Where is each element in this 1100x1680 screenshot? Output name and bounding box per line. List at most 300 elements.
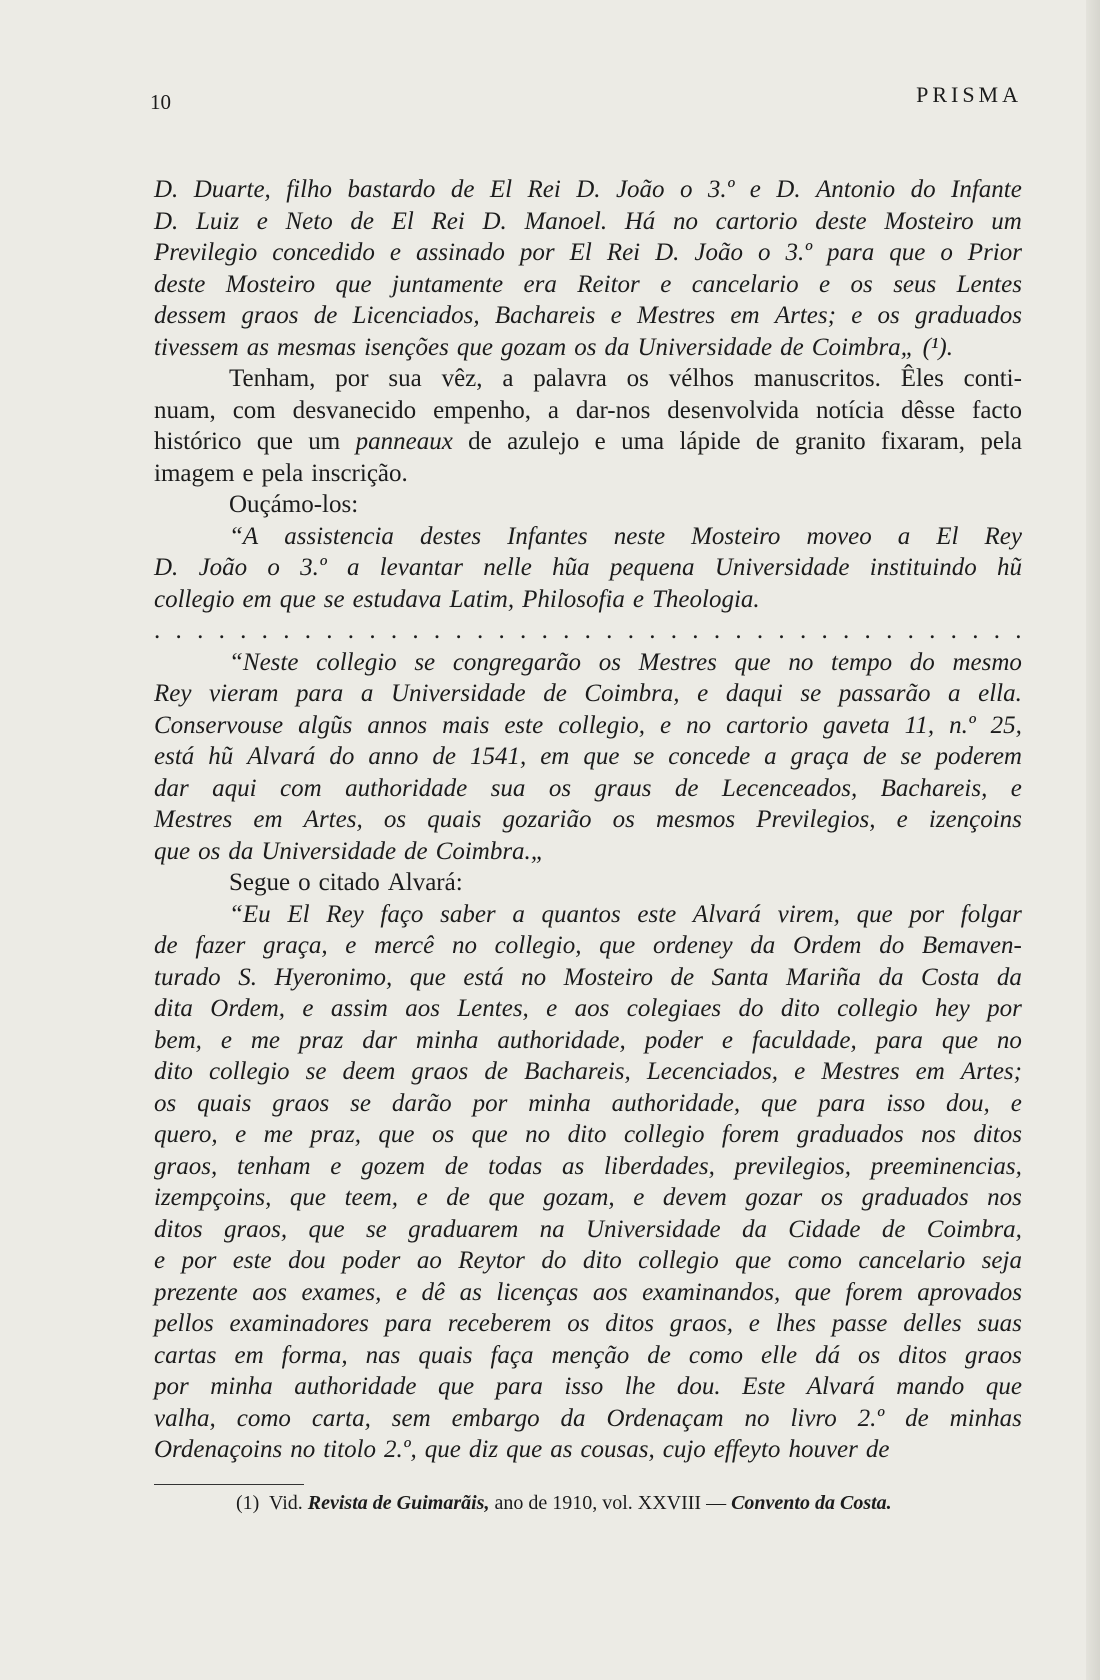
paragraph (154, 647, 1022, 868)
word: por (987, 995, 1022, 1022)
word: de (905, 1404, 929, 1432)
word: que (471, 1121, 508, 1148)
word: 11, (904, 711, 935, 739)
word: como (787, 1247, 842, 1274)
paragraph (154, 867, 1022, 899)
word: Previlegios, (756, 806, 876, 833)
word: de (468, 428, 492, 455)
word: e (660, 270, 672, 298)
word: panneaux (355, 428, 453, 455)
word: está (463, 963, 504, 991)
word: que (856, 900, 893, 928)
word: na (539, 1215, 565, 1243)
word: para (495, 1373, 543, 1400)
word: que (488, 1184, 525, 1211)
word: de (432, 743, 456, 770)
word: El (287, 900, 310, 928)
word: . (326, 617, 333, 644)
word: . (606, 617, 613, 644)
word: para (875, 1026, 923, 1054)
word: no (521, 963, 547, 991)
word: sua (388, 365, 422, 392)
word: congregarão (452, 648, 582, 676)
word: com (280, 774, 322, 802)
word: do (329, 743, 355, 770)
word: . (390, 617, 398, 644)
word: Hyeronimo, (274, 963, 393, 991)
word: dessem (154, 302, 227, 329)
text-line (154, 836, 1022, 868)
text-line (154, 174, 1022, 206)
text-line (154, 647, 1022, 679)
word: Mosteiro (884, 207, 974, 235)
word: de (313, 302, 338, 329)
word: authoridade (294, 1373, 417, 1400)
word: ditos (154, 1215, 203, 1243)
word: algũs (298, 711, 353, 739)
word: El (569, 239, 592, 266)
word: Theologia. (652, 585, 760, 613)
word: Alvará (806, 1373, 875, 1400)
footnote (236, 1492, 892, 1515)
word: Bachareis, (880, 774, 988, 802)
word: hey (935, 995, 970, 1022)
paragraph (154, 489, 1022, 521)
word: dê (421, 1278, 446, 1306)
word: que (154, 837, 191, 865)
word: de (450, 176, 475, 203)
text-line (154, 237, 1022, 269)
word: lhe (624, 1373, 656, 1400)
word: todas (488, 1152, 543, 1180)
footnote-rule (154, 1484, 304, 1485)
word: histórico (154, 428, 242, 455)
word: effeyto (713, 1436, 781, 1463)
word: a (764, 743, 777, 770)
word: hũa (552, 554, 590, 581)
word: Êles (900, 365, 944, 392)
word: Lentes, (457, 995, 529, 1022)
word: azulejo (507, 428, 580, 455)
word: . (735, 617, 742, 644)
text-line (154, 269, 1022, 301)
word: os (383, 806, 407, 833)
word: da (741, 1215, 767, 1243)
word: e (345, 932, 357, 959)
word: isenções (364, 333, 449, 361)
word: e (632, 585, 645, 613)
word: graos (272, 1089, 330, 1117)
word: Rey (984, 522, 1022, 550)
page-number: 10 (150, 90, 171, 114)
word: El (936, 522, 959, 550)
word: Universidade (714, 554, 850, 581)
word: gozam (500, 333, 567, 361)
word: por (472, 1089, 508, 1117)
word: . (261, 617, 268, 644)
text-line (154, 1025, 1022, 1057)
word: se (800, 680, 822, 707)
word: de (863, 743, 887, 770)
word: praz (298, 1026, 344, 1054)
word: bastardo (347, 176, 436, 203)
word: nos (987, 1184, 1022, 1211)
word: El (489, 176, 513, 203)
text-line (154, 993, 1022, 1025)
text-line (154, 552, 1022, 584)
word: . (283, 617, 290, 644)
word: de (674, 774, 699, 802)
word: com (232, 396, 276, 424)
word: os (626, 365, 649, 392)
word: minhas (949, 1404, 1022, 1432)
word: 25, (990, 711, 1022, 739)
paragraph (154, 174, 1022, 363)
word: . (950, 617, 957, 644)
word: D. (655, 239, 680, 266)
text-line (154, 1182, 1022, 1214)
word: uma (621, 428, 665, 455)
word: que (985, 1373, 1022, 1400)
word: . (670, 617, 677, 644)
word: graduarem (408, 1215, 519, 1243)
word: de (444, 1152, 469, 1180)
word: em (915, 1058, 945, 1085)
word: . (541, 617, 548, 644)
word: cancelario (691, 270, 799, 298)
word: menção (551, 1341, 630, 1369)
word: Antonio (816, 176, 896, 203)
word: D. (154, 176, 179, 203)
word: no (996, 1026, 1022, 1054)
text-line (154, 1277, 1022, 1309)
word: os (154, 1089, 177, 1117)
word: D. (482, 207, 507, 235)
word: lhes (775, 1310, 817, 1337)
word: e (819, 270, 831, 298)
word: Duarte, (193, 176, 271, 203)
word: desvanecido (292, 396, 417, 424)
word: colegiaes (626, 995, 722, 1022)
word: graus (594, 774, 652, 802)
word: dar (362, 1026, 397, 1054)
word: mesmos (655, 806, 736, 833)
word: collegio (316, 648, 397, 676)
word: graduados (915, 302, 1022, 329)
word: que (599, 932, 636, 959)
word: “Neste (229, 648, 299, 676)
word: deem (342, 1058, 396, 1085)
word: dar-nos (575, 396, 651, 424)
word: e (302, 995, 314, 1022)
word: de (404, 837, 428, 865)
text-line (154, 1056, 1022, 1088)
word: o (940, 239, 953, 266)
word: as (550, 1436, 573, 1463)
word: Reitor (577, 270, 640, 298)
word: no (788, 648, 814, 676)
word: conti- (963, 365, 1022, 392)
word: se (414, 648, 436, 676)
word: da (228, 837, 254, 865)
word: levantar (379, 554, 464, 581)
word: . (455, 617, 462, 644)
text-line (154, 1403, 1022, 1435)
word: graos (241, 302, 299, 329)
word: dito (154, 1058, 193, 1085)
word: Mosteiro (563, 963, 653, 991)
word: tivessem (154, 333, 239, 361)
word: os (567, 1310, 590, 1337)
word: os (820, 1184, 844, 1211)
word: prezente (154, 1278, 238, 1306)
word: e (416, 1184, 428, 1211)
word: da (604, 333, 630, 361)
word: a (346, 554, 360, 581)
word: collegio, (494, 932, 582, 959)
word: os (612, 806, 635, 833)
word: que (734, 648, 771, 676)
word: ordeney (652, 932, 733, 959)
word: no (290, 1436, 316, 1463)
word: os (858, 1341, 881, 1369)
word: . (799, 617, 807, 644)
word: um (308, 428, 341, 455)
text-line (154, 1371, 1022, 1403)
word: devem (662, 1184, 727, 1211)
word: manuscritos. (753, 365, 881, 392)
word: ao (416, 1247, 442, 1274)
word: e (546, 995, 558, 1022)
word: a (897, 522, 911, 550)
word: fazer (195, 932, 246, 959)
word: se (633, 743, 655, 770)
word: . (154, 617, 161, 644)
word: quais (427, 806, 482, 833)
word: Luiz (195, 207, 240, 235)
word: Mestres (638, 648, 717, 676)
word: o (267, 554, 280, 581)
word: aqui (212, 774, 257, 802)
word: aos (405, 995, 440, 1022)
word: para (827, 239, 875, 266)
word: este (232, 1247, 272, 1274)
word: o (758, 239, 771, 266)
text-line (154, 678, 1022, 710)
word: elle (760, 1341, 798, 1369)
word: gaveta (823, 711, 890, 739)
word: cartorio (726, 711, 809, 739)
word: Bachareis, (524, 1058, 631, 1085)
word: Há (624, 207, 656, 235)
word: Costa (921, 963, 980, 991)
word: dou, (946, 1089, 990, 1117)
word: dou. (676, 1373, 721, 1400)
word: a (547, 396, 559, 424)
word: quais (197, 1089, 252, 1117)
word: pela (980, 428, 1022, 455)
word: Prior (967, 239, 1022, 266)
word: minha (210, 1373, 273, 1400)
word: quantos (541, 900, 621, 928)
word: Universidade (390, 680, 526, 707)
word: os (548, 774, 572, 802)
word: que (889, 239, 926, 266)
word: assim (330, 995, 388, 1022)
word: . (756, 617, 764, 644)
word: que (289, 1184, 327, 1211)
word: de (350, 207, 374, 235)
word: nos (921, 1121, 956, 1148)
text-line (154, 867, 1022, 899)
word: me (250, 1026, 280, 1054)
word: citado (318, 869, 380, 896)
word: izempçoins, (154, 1184, 272, 1211)
word: carta, (311, 1404, 371, 1432)
word: collegio (154, 585, 235, 613)
word: dito (582, 1247, 622, 1274)
word: e (242, 459, 254, 487)
text-line (154, 1434, 1022, 1466)
word: n.º (949, 711, 976, 739)
word: Universidade (637, 333, 773, 361)
word: gozam, (543, 1184, 615, 1211)
word: darão (391, 1089, 452, 1117)
word: do (738, 995, 764, 1022)
word: Artes, (303, 806, 363, 833)
word: de (780, 333, 804, 361)
word: de (543, 680, 567, 707)
word: 2.º, (384, 1436, 417, 1463)
word: os (598, 648, 621, 676)
word: Segue (229, 869, 291, 896)
word: estudava (352, 585, 442, 613)
word: (¹). (922, 333, 953, 361)
word: e (256, 207, 268, 235)
word: tenham (236, 1152, 311, 1180)
word: e (220, 1026, 232, 1054)
word: pellos (154, 1310, 214, 1337)
word: de (647, 1341, 671, 1369)
word: este (637, 900, 677, 928)
word: dita (154, 995, 193, 1022)
word: para (296, 680, 344, 707)
paragraph (154, 615, 1022, 647)
word: . (476, 617, 484, 644)
word: Neto (285, 207, 333, 235)
word: hũ (208, 743, 234, 770)
paragraph (154, 899, 1022, 1466)
word: . (692, 617, 699, 644)
word: Rey (326, 900, 364, 928)
word: . (627, 617, 634, 644)
word: os (431, 1121, 455, 1148)
text-line (154, 899, 1022, 931)
word: e (1010, 1089, 1022, 1117)
word: mando (896, 1373, 965, 1400)
word: do (541, 1247, 567, 1274)
word: notícia (816, 396, 885, 424)
word: João (694, 239, 744, 266)
word: isso (886, 1089, 926, 1117)
word: izençoins (928, 806, 1022, 833)
footnote-article: Convento da Costa. (731, 1492, 892, 1514)
word: as (459, 1278, 482, 1306)
word: da (996, 963, 1022, 991)
text-line (154, 741, 1022, 773)
word: Licenciados, (352, 302, 480, 329)
word: dou (288, 1247, 326, 1274)
word: . (218, 617, 225, 644)
word: no (686, 711, 712, 739)
word: dito (567, 1121, 607, 1148)
word: houver (788, 1436, 858, 1463)
word: 3.º (785, 239, 813, 266)
word: Artes; (774, 302, 836, 329)
word: poder (644, 1026, 704, 1054)
word: que (378, 1121, 415, 1148)
paragraph (154, 363, 1022, 489)
word: no (744, 1404, 770, 1432)
word: embargo (451, 1404, 540, 1432)
word: faça (490, 1341, 534, 1369)
word: Ouçámo-los: (229, 491, 359, 518)
word: a (512, 900, 525, 928)
word: por (154, 1373, 189, 1400)
word: Rei (606, 239, 641, 266)
word: que (256, 428, 293, 455)
word: cancelario (858, 1247, 966, 1274)
word: se (365, 1215, 387, 1243)
word: Mestres (821, 1058, 900, 1085)
word: Coimbra, (584, 680, 680, 707)
word: gozarião (502, 806, 592, 833)
word: do (909, 648, 935, 676)
word: previlegios, (734, 1152, 852, 1180)
word: . (197, 617, 204, 644)
word: D. (154, 207, 179, 235)
word: e (330, 1152, 342, 1180)
word: Lecenciados, (646, 1058, 779, 1085)
word: e (610, 302, 622, 329)
word: mais (442, 711, 490, 739)
word: que (794, 1278, 831, 1306)
word: e (235, 1121, 247, 1148)
word: que (506, 1436, 543, 1463)
word: isso (564, 1373, 604, 1400)
word: juntamente (392, 270, 504, 298)
word: diz (468, 1436, 499, 1463)
word: por (181, 1247, 217, 1274)
word: fixaram, (881, 428, 966, 455)
word: ditos (898, 1341, 947, 1369)
text-line (154, 489, 1022, 521)
word: . (498, 617, 505, 644)
word: gozem (361, 1152, 426, 1180)
word: as (246, 333, 269, 361)
page-edge-shadow (1086, 0, 1100, 1680)
word: Previlegio (154, 239, 258, 266)
word: inscrição. (311, 459, 408, 487)
word: graos (411, 1058, 469, 1085)
word: turado (154, 963, 221, 991)
word: . (778, 617, 785, 644)
text-line (154, 363, 1022, 395)
word: passe (831, 1310, 888, 1337)
word: que (279, 585, 316, 613)
word: Coimbra.„ (435, 837, 545, 865)
word: sua (490, 774, 526, 802)
